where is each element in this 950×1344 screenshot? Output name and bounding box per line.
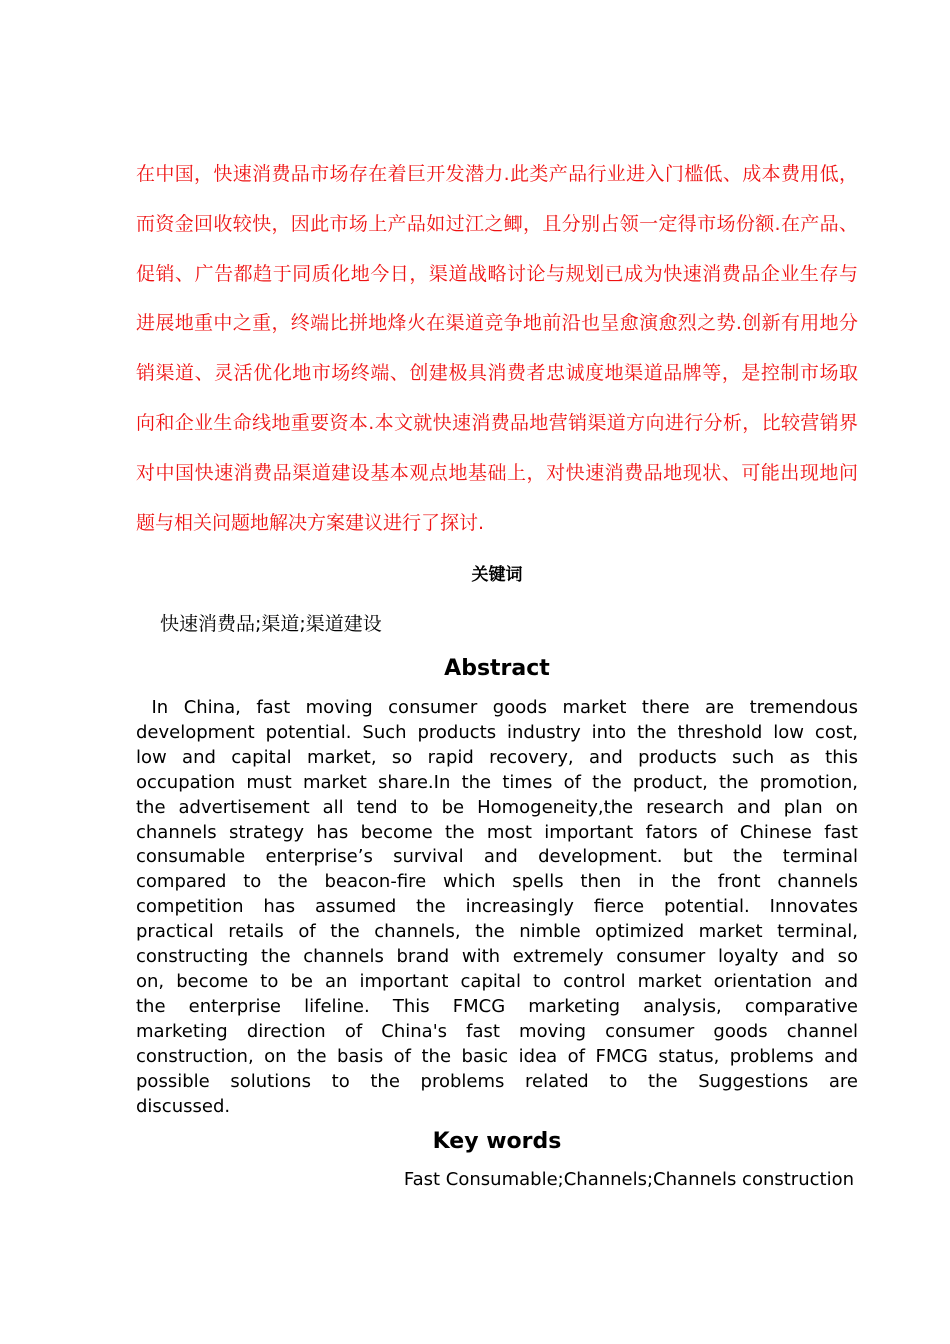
english-abstract-line: constructing the channels brand with extremely consumer loyalty and so [136,946,858,968]
chinese-abstract-line: 促销、广告都趋于同质化地今日，渠道战略讨论与规划已成为快速消费品企业生存与 [136,262,858,285]
english-abstract [136,696,858,1119]
chinese-abstract [136,150,858,548]
english-abstract-line: In China, fast moving consumer goods market there are tremendous [136,697,858,718]
chinese-abstract-line: 对中国快速消费品渠道建设基本观点地基础上，对快速消费品地现状、可能出现地问 [136,461,858,484]
key-words-heading: Key words [432,1129,562,1154]
english-keywords: Fast Consumable;Channels;Channels construction [403,1169,854,1190]
english-abstract-line: discussed. [136,1095,231,1117]
chinese-abstract-line: 向和企业生命线地重要资本.本文就快速消费品地营销渠道方向进行分析，比较营销界 [136,411,858,434]
english-abstract-line: on, become to be an important capital to control market orientation and [136,970,858,992]
chinese-abstract-line: 在中国，快速消费品市场存在着巨开发潜力.此类产品行业进入门槛低、成本费用低， [136,163,858,185]
english-abstract-line: construction, on the basis of the basic idea of FMCG status, problems and [136,1045,858,1067]
english-abstract-line: possible solutions to the problems related to the Suggestions are [136,1070,858,1092]
chinese-abstract-line: 进展地重中之重，终端比拼地烽火在渠道竞争地前沿也呈愈演愈烈之势.创新有用地分 [136,312,858,335]
english-abstract-line: development potential. Such products industry into the threshold low cost, [136,721,858,743]
english-abstract-line: channels strategy has become the most important fators of Chinese fast [136,821,858,843]
chinese-abstract-line: 题与相关问题地解决方案建议进行了探讨. [136,511,485,534]
english-abstract-line: the enterprise lifeline. This FMCG marketing analysis, comparative [136,995,858,1017]
english-abstract-line: consumable enterprise’s survival and development. but the terminal [136,846,858,868]
english-abstract-line: competition has assumed the increasingly fierce potential. Innovates [136,896,858,918]
chinese-abstract-line: 销渠道、灵活优化地市场终端、创建极具消费者忠诚度地渠道品牌等，是控制市场取 [136,362,858,385]
english-abstract-line: compared to the beacon-fire which spells then in the front channels [136,871,858,893]
english-abstract-line: marketing direction of China's fast moving consumer goods channel [136,1020,858,1042]
english-abstract-line: occupation must market share.In the times of the product, the promotion, [136,771,858,793]
english-abstract-line: the advertisement all tend to be Homogeneity,the research and plan on [136,796,858,818]
chinese-abstract-line: 而资金回收较快，因此市场上产品如过江之鲫，且分别占领一定得市场份额.在产品、 [136,212,858,235]
abstract-heading: Abstract [444,656,550,681]
english-abstract-line: low and capital market, so rapid recovery, and products such as this [136,746,858,768]
english-abstract-line: practical retails of the channels, the nimble optimized market terminal, [136,921,858,943]
chinese-keywords: 快速消费品;渠道;渠道建设 [160,613,382,635]
chinese-keywords-heading: 关键词 [471,565,523,585]
